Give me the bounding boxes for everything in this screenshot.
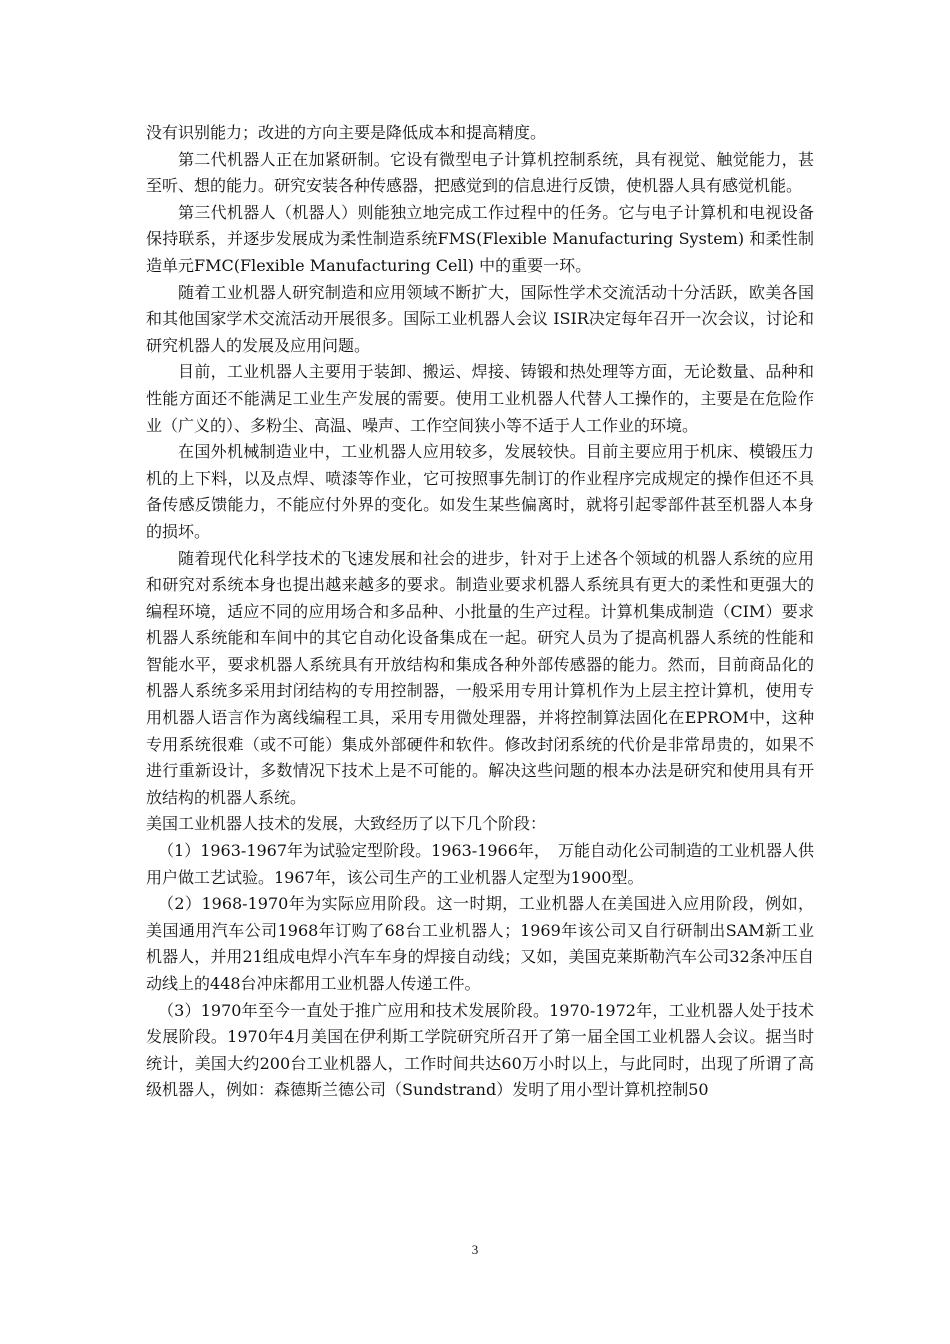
paragraph-current-applications: 目前，工业机器人主要用于装卸、搬运、焊接、铸锻和热处理等方面，无论数量、品种和性能方面还不能满足工业生产发展的需要。使用工业机器人代替人工操作的，主要是在危险作业（广义的）、多粉尘、高温、噪声、工作空间狭小等不适于人工作业的环境。 xyxy=(146,362,814,435)
paragraph-third-generation: 第三代机器人（机器人）则能独立地完成工作过程中的任务。它与电子计算机和电视设备保持联系，并逐步发展成为柔性制造系统FMS(Flexible Manufacturing System) 和柔性制造单元FMC(Flexible Manufacturing Cell) 中的重要一环。 xyxy=(146,202,814,275)
paragraph-second-generation: 第二代机器人正在加紧研制。它设有微型电子计算机控制系统，具有视觉、触觉能力，甚至听、想的能力。研究安装各种传感器，把感觉到的信息进行反馈，使机器人具有感觉机能。 xyxy=(146,149,814,196)
document-body xyxy=(146,120,814,1104)
page-number: 3 xyxy=(471,1242,479,1257)
paragraph-foreign-manufacturing: 在国外机械制造业中，工业机器人应用较多，发展较快。目前主要应用于机床、模锻压力机的上下料，以及点焊、喷漆等作业，它可按照事先制订的作业程序完成规定的操作但还不具备传感反馈能力，不能应付外界的变化。如发生某些偏离时，就将引起零部件甚至机器人本身的损坏。 xyxy=(146,442,814,541)
paragraph-academic-exchange: 随着工业机器人研究制造和应用领域不断扩大，国际性学术交流活动十分活跃，欧美各国和其他国家学术交流活动开展很多。国际工业机器人会议 ISIR决定每年召开一次会议，讨论和研究机器人的发展及应用问题。 xyxy=(146,282,814,355)
paragraph-stage-2: （2）1968-1970年为实际应用阶段。这一时期，工业机器人在美国进入应用阶段，例如，美国通用汽车公司1968年订购了68台工业机器人；1969年该公司又自行研制出SAM新工业机器人，并用21组成电焊小汽车车身的焊接自动线；又如，美国克莱斯勒汽车公司32条冲压自动线上的448台冲床都用工业机器人传递工件。 xyxy=(146,894,814,993)
paragraph-stage-1: （1）1963-1967年为试验定型阶段。1963-1966年， 万能自动化公司制造的工业机器人供用户做工艺试验。1967年，该公司生产的工业机器人定型为1900型。 xyxy=(146,841,814,887)
paragraph-open-architecture: 随着现代化科学技术的飞速发展和社会的进步，针对于上述各个领域的机器人系统的应用和研究对系统本身也提出越来越多的要求。制造业要求机器人系统具有更大的柔性和更强大的编程环境，适应不同的应用场合和多品种、小批量的生产过程。计算机集成制造（CIM）要求机器人系统能和车间中的其它自动化设备集成在一起。研究人员为了提高机器人系统的性能和智能水平，要求机器人系统具有开放结构和集成各种外部传感器的能力。然而，目前商品化的机器人系统多采用封闭结构的专用控制器，一般采用专用计算机作为上层主控计算机，使用专用机器人语言作为离线编程工具，采用专用微处理器，并将控制算法固化在EPROM中，这种专用系统很难（或不可能）集成外部硬件和软件。修改封闭系统的代价是非常昂贵的，如果不进行重新设计，多数情况下技术上是不可能的。解决这些问题的根本办法是研究和使用具有开放结构的机器人系统。 xyxy=(146,548,814,807)
paragraph-continuation: 没有识别能力；改进的方向主要是降低成本和提高精度。 xyxy=(146,123,547,142)
paragraph-us-stages-intro: 美国工业机器人技术的发展，大致经历了以下几个阶段： xyxy=(146,814,547,834)
paragraph-stage-3: （3）1970年至今一直处于推广应用和技术发展阶段。1970-1972年，工业机器人处于技术发展阶段。1970年4月美国在伊利斯工学院研究所召开了第一届全国工业机器人会议。据当时统计，美国大约200台工业机器人，工作时间共达60万小时以上，与此同时，出现了所谓了高级机器人，例如：森德斯兰德公司（Sundstrand）发明了用小型计算机控制50 xyxy=(146,1000,814,1100)
